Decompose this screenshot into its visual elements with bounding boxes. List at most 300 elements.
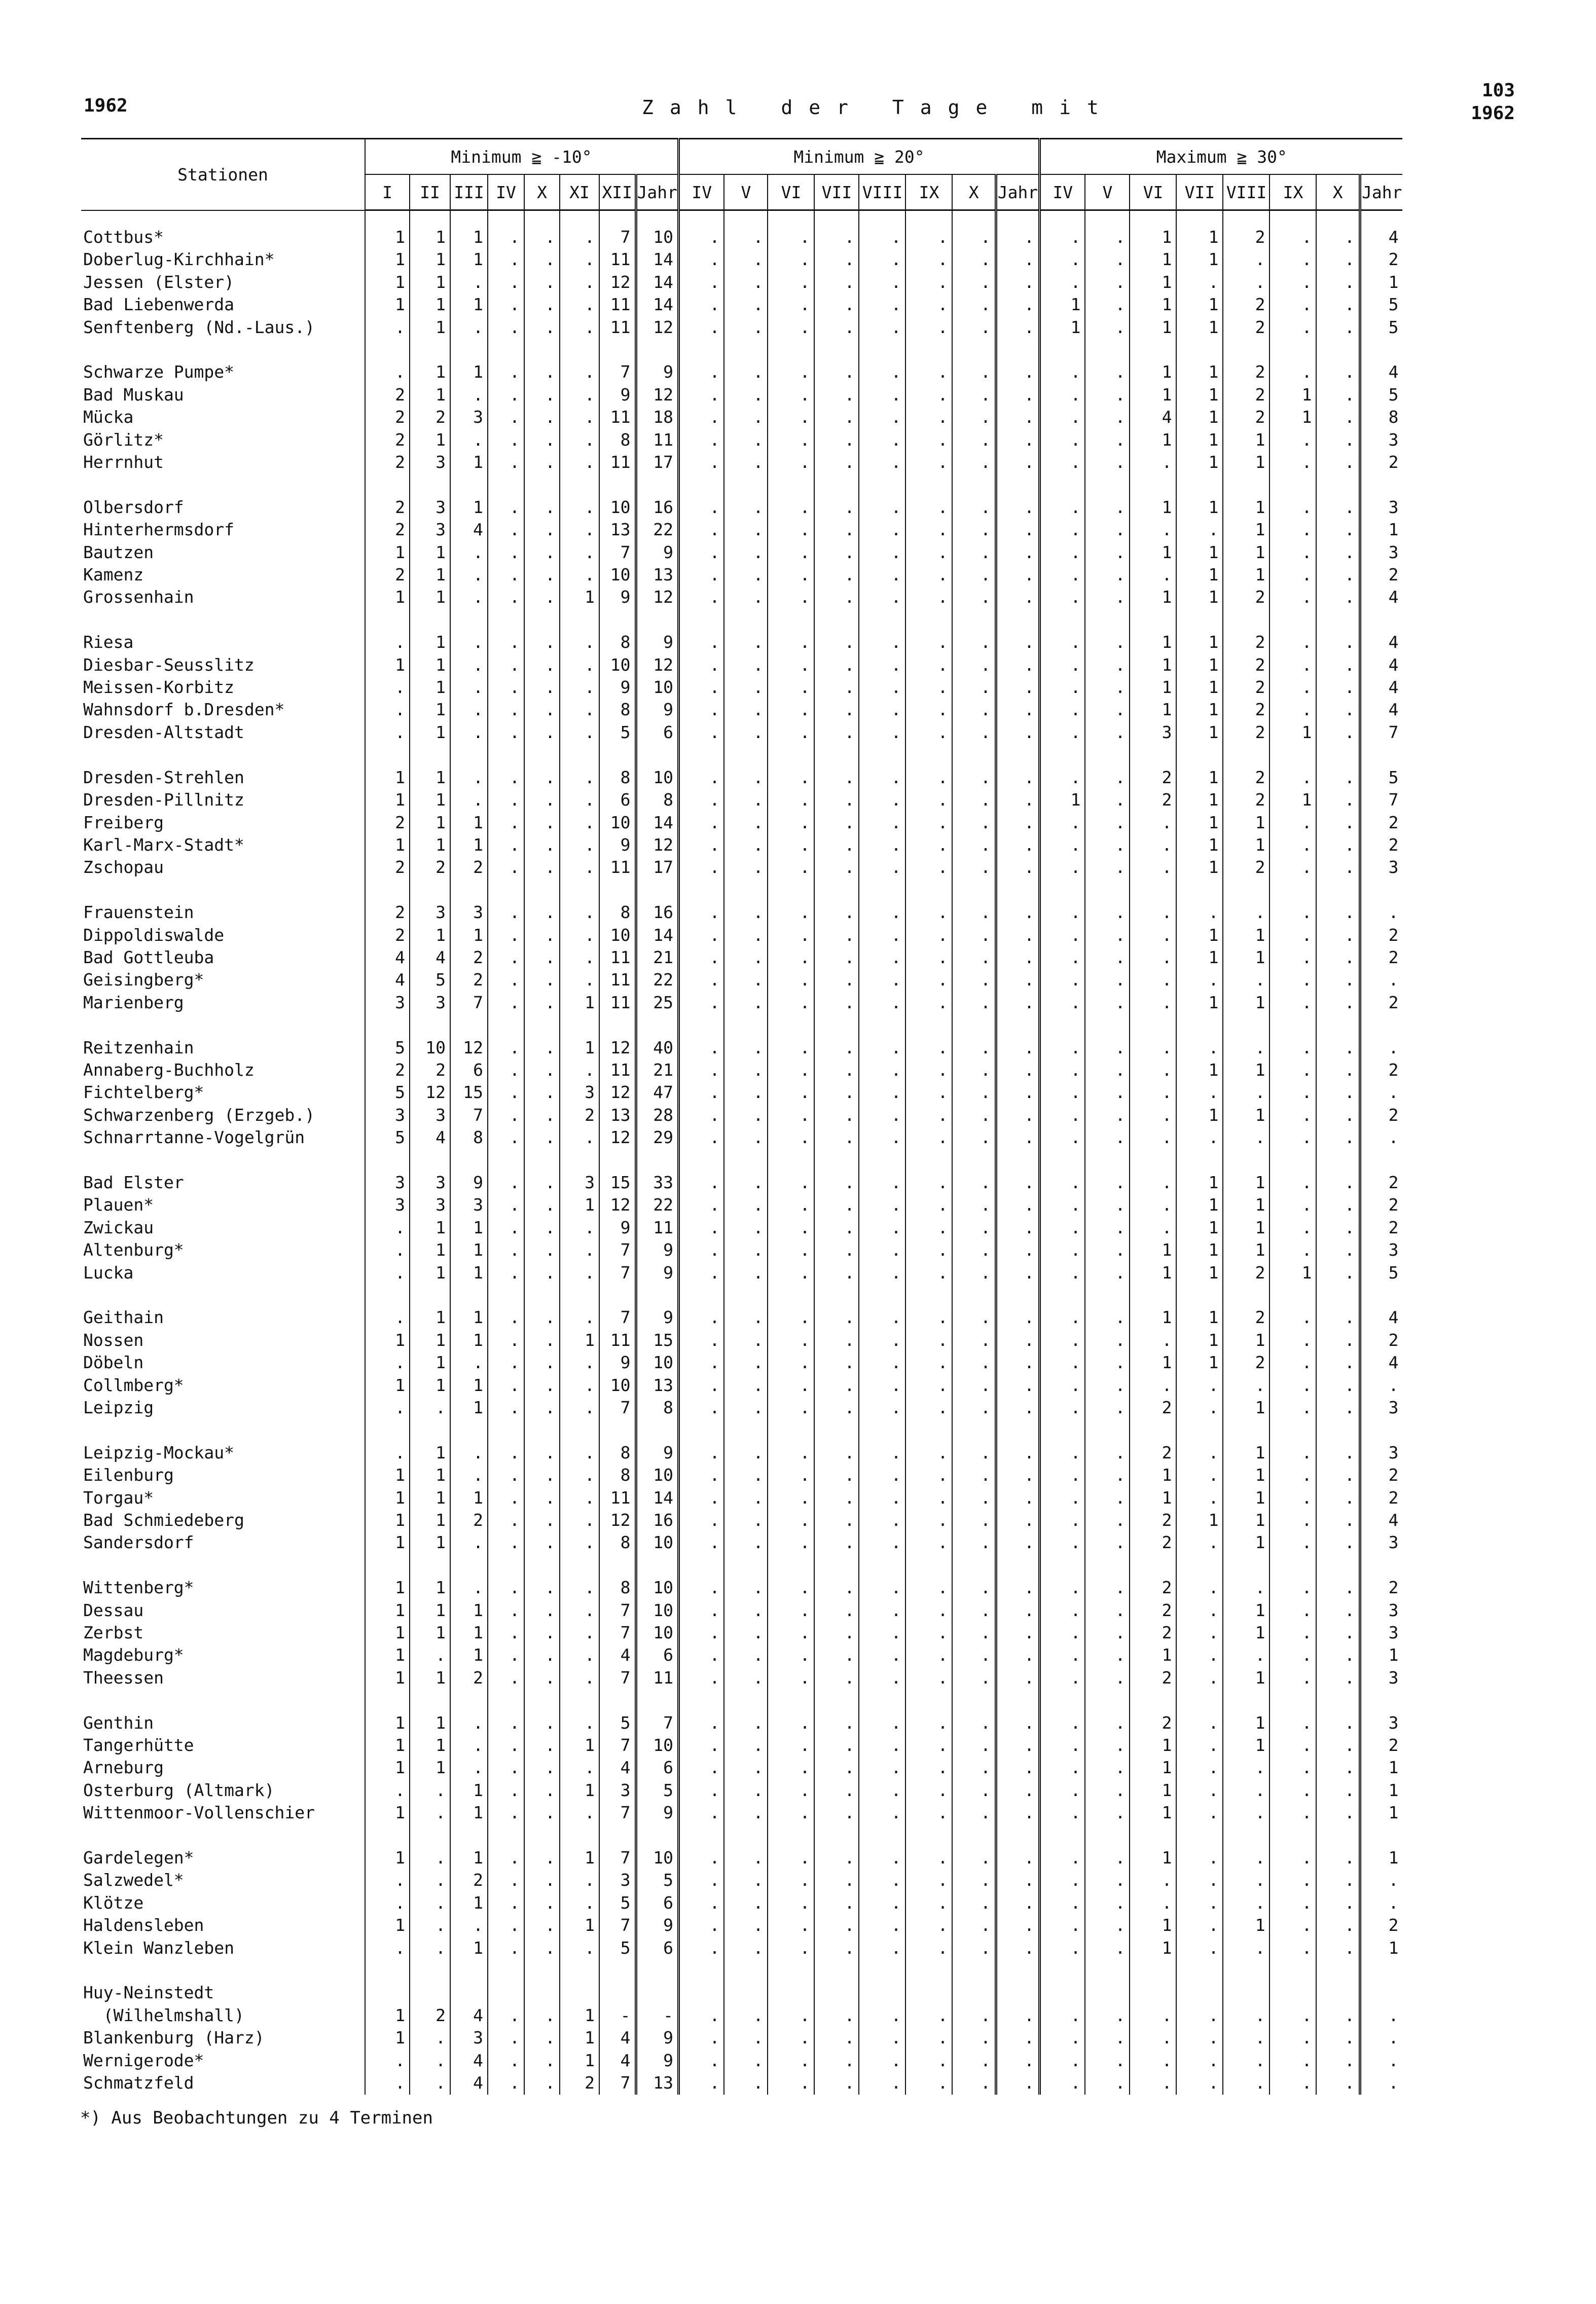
value-cell: 1 [1130,676,1176,699]
spacer-cell [1269,744,1316,766]
value-cell: . [678,429,724,451]
value-cell: . [524,496,560,519]
header-row-groups [81,139,1402,175]
spacer-cell [1130,1149,1176,1172]
value-cell: . [724,1239,768,1261]
value-cell: . [996,1262,1039,1284]
spacer-cell [996,744,1039,766]
value-cell: 2 [365,924,410,946]
value-cell: . [859,1306,905,1329]
value-cell: . [814,361,859,383]
value-cell: . [952,1374,996,1397]
value-cell: . [1176,901,1223,924]
value-cell: . [905,654,952,676]
value-cell: . [488,992,524,1014]
table-row [81,226,1402,248]
value-cell: 1 [410,834,450,856]
value-cell: . [859,834,905,856]
value-cell: 1 [410,1734,450,1757]
value-cell: . [1039,586,1085,608]
value-cell: . [768,1239,814,1261]
value-cell: . [1085,519,1130,541]
value-cell: 1 [1223,519,1269,541]
value-cell: . [365,1869,410,1891]
value-cell: 4 [1360,1306,1402,1329]
value-cell: . [1085,429,1130,451]
spacer-cell [1360,1959,1402,1982]
value-cell: . [996,946,1039,969]
value-cell: . [1223,1869,1269,1891]
value-cell: . [488,1914,524,1936]
value-cell: 8 [599,699,636,721]
value-cell: . [768,271,814,294]
month-header: XII [599,174,636,210]
value-cell: . [524,901,560,924]
value-cell: . [1176,1599,1223,1622]
station-name: Schwarzenberg (Erzgeb.) [83,1105,315,1125]
value-cell: . [859,1464,905,1486]
value-cell: . [905,1442,952,1464]
value-cell: 1 [365,1599,410,1622]
value-cell: . [488,631,524,653]
value-cell: . [488,316,524,339]
value-cell: . [905,2050,952,2072]
table-row [81,992,1402,1014]
spacer-cell [678,1554,724,1577]
value-cell: . [1039,1937,1085,1959]
value-cell: . [724,1847,768,1869]
value-cell: . [678,1217,724,1239]
group-spacer-row [81,1149,1402,1172]
value-cell: . [678,1644,724,1666]
spacer-cell [678,744,724,766]
value-cell: . [524,1306,560,1329]
value-cell: . [768,631,814,653]
value-cell: . [1085,1914,1130,1936]
value-cell: . [1316,1397,1360,1419]
value-cell: . [859,1734,905,1757]
value-cell: . [1316,451,1360,473]
value-cell: 1 [365,1464,410,1486]
value-cell: . [1269,1937,1316,1959]
table-row [81,2050,1402,2072]
value-cell: . [952,1667,996,1689]
value-cell: . [678,451,724,473]
value-cell: . [560,429,599,451]
spacer-cell [488,1959,524,1982]
value-cell: 7 [599,1802,636,1824]
spacer-cell [81,1689,365,1711]
value-cell: . [450,676,488,699]
spacer-cell [488,1689,524,1711]
month-header: Jahr [636,174,678,210]
value-cell: 3 [450,1194,488,1216]
value-cell: . [1130,1374,1176,1397]
value-cell: . [1085,1351,1130,1374]
value-cell [859,1982,905,2004]
value-cell [599,1982,636,2004]
spacer-cell [952,210,996,227]
value-cell: 4 [1360,631,1402,653]
value-cell: . [952,586,996,608]
value-cell: 12 [636,586,678,608]
value-cell: 1 [1176,1329,1223,1351]
value-cell: . [905,406,952,428]
value-cell: . [952,1869,996,1891]
value-cell: . [1130,451,1176,473]
value-cell: . [524,1239,560,1261]
spacer-cell [1039,1824,1085,1847]
value-cell: . [678,1937,724,1959]
value-cell: . [488,429,524,451]
value-cell: . [488,2004,524,2027]
value-cell: . [560,271,599,294]
value-cell: 16 [636,496,678,519]
value-cell: . [768,1059,814,1081]
value-cell: . [996,271,1039,294]
value-cell: . [905,361,952,383]
value-cell: 6 [450,1059,488,1081]
value-cell: 10 [636,1464,678,1486]
spacer-cell [410,1689,450,1711]
value-cell: . [952,946,996,969]
value-cell: . [814,992,859,1014]
table-row [81,519,1402,541]
spacer-cell [488,1554,524,1577]
value-cell [952,1982,996,2004]
value-cell: . [768,1397,814,1419]
spacer-cell [905,1149,952,1172]
value-cell: . [814,1081,859,1104]
spacer-cell [905,1959,952,1982]
value-cell: . [768,1937,814,1959]
value-cell: . [560,1577,599,1599]
value-cell: . [859,789,905,811]
value-cell: . [814,1217,859,1239]
table-row [81,1757,1402,1779]
value-cell: . [1085,1442,1130,1464]
value-cell: 2 [365,901,410,924]
value-cell: 13 [599,519,636,541]
value-cell: . [1316,1487,1360,1509]
spacer-cell [81,1959,365,1982]
value-cell: . [560,1126,599,1149]
value-cell: . [1316,1599,1360,1622]
spacer-cell [560,1419,599,1441]
spacer-cell [1176,1824,1223,1847]
value-cell: . [365,721,410,744]
value-cell: . [905,699,952,721]
value-cell: . [560,1442,599,1464]
value-cell: 2 [410,1059,450,1081]
spacer-cell [560,1959,599,1982]
value-cell: 1 [1223,1217,1269,1239]
month-header: II [410,174,450,210]
table-row [81,1667,1402,1689]
value-cell: . [768,676,814,699]
value-cell: . [952,384,996,406]
value-cell: . [1269,1037,1316,1059]
value-cell: . [814,1802,859,1824]
value-cell: . [1316,789,1360,811]
value-cell: 1 [365,1577,410,1599]
value-cell: . [724,766,768,789]
spacer-cell [678,1689,724,1711]
spacer-cell [1316,1419,1360,1441]
value-cell: . [488,1104,524,1126]
station-name: Schnarrtanne-Vogelgrün [83,1127,305,1148]
value-cell: . [996,1306,1039,1329]
value-cell: . [560,1644,599,1666]
value-cell: . [678,1712,724,1734]
group-header-max-30: Maximum ≧ 30° [1039,139,1402,175]
value-cell: . [996,2050,1039,2072]
value-cell: . [952,1757,996,1779]
value-cell: . [1360,1126,1402,1149]
month-header: IV [488,174,524,210]
value-cell [560,1982,599,2004]
value-cell: . [814,856,859,879]
station-name: Dresden-Strehlen [83,767,244,787]
value-cell: . [724,1712,768,1734]
value-cell: . [678,654,724,676]
spacer-cell [450,1419,488,1441]
value-cell: . [1085,1059,1130,1081]
value-cell: . [859,1172,905,1194]
value-cell: . [814,1464,859,1486]
value-cell: . [814,1374,859,1397]
value-cell: . [859,429,905,451]
value-cell: . [905,924,952,946]
spacer-cell [365,1959,410,1982]
value-cell: 1 [450,1329,488,1351]
value-cell: 18 [636,406,678,428]
value-cell: . [768,812,814,834]
value-cell: 1 [410,316,450,339]
table-row [81,361,1402,383]
value-cell: 1 [560,992,599,1014]
value-cell: . [1039,1892,1085,1914]
value-cell: 1 [1223,541,1269,564]
value-cell: . [905,1194,952,1216]
value-cell: . [905,631,952,653]
spacer-cell [768,1959,814,1982]
value-cell: . [814,1599,859,1622]
value-cell: . [488,519,524,541]
value-cell: . [1316,1262,1360,1284]
value-cell: 1 [560,1734,599,1757]
value-cell: . [678,316,724,339]
value-cell: . [1039,2027,1085,2049]
value-cell: . [1269,992,1316,1014]
value-cell: 1 [450,361,488,383]
value-cell: . [952,1059,996,1081]
table-row [81,1577,1402,1599]
value-cell: 1 [1176,789,1223,811]
value-cell: . [1085,1329,1130,1351]
value-cell: . [1039,271,1085,294]
value-cell: . [1316,1892,1360,1914]
value-cell: . [905,1847,952,1869]
value-cell: 8 [599,766,636,789]
value-cell: . [768,1802,814,1824]
value-cell: . [814,1351,859,1374]
value-cell: . [488,1351,524,1374]
value-cell: 1 [410,541,450,564]
value-cell: . [768,834,814,856]
value-cell: 7 [636,1712,678,1734]
table-row [81,451,1402,473]
spacer-cell [1223,1284,1269,1306]
value-cell: . [859,676,905,699]
value-cell: . [410,1892,450,1914]
value-cell: 1 [365,1374,410,1397]
value-cell: . [724,901,768,924]
spacer-cell [1130,1824,1176,1847]
value-cell: . [859,654,905,676]
value-cell: . [1316,1037,1360,1059]
value-cell: 1 [1176,721,1223,744]
value-cell: . [724,294,768,316]
spacer-cell [1269,210,1316,227]
value-cell: . [724,1667,768,1689]
value-cell: . [724,1734,768,1757]
value-cell: 7 [599,1599,636,1622]
value-cell: . [814,2004,859,2027]
value-cell: 1 [410,721,450,744]
value-cell: . [1269,812,1316,834]
value-cell: . [524,1351,560,1374]
value-cell: . [1176,1397,1223,1419]
spacer-cell [859,1149,905,1172]
value-cell: . [768,1779,814,1802]
value-cell: 4 [365,969,410,991]
station-name: Riesa [83,632,134,652]
value-cell: . [768,789,814,811]
value-cell: . [488,1037,524,1059]
value-cell: 1 [410,924,450,946]
value-cell: . [724,969,768,991]
value-cell: . [450,429,488,451]
value-cell: . [560,361,599,383]
table-row [81,1937,1402,1959]
value-cell: . [814,226,859,248]
value-cell: . [1360,1037,1402,1059]
spacer-cell [599,1284,636,1306]
value-cell: 2 [1223,294,1269,316]
spacer-cell [560,879,599,901]
value-cell: . [905,901,952,924]
value-cell: . [1269,1081,1316,1104]
value-cell: . [365,699,410,721]
spacer-cell [560,1824,599,1847]
value-cell: 1 [410,1487,450,1509]
table-row [81,1892,1402,1914]
value-cell: . [952,1172,996,1194]
value-cell: 29 [636,1126,678,1149]
group-spacer-row [81,609,1402,631]
value-cell: . [560,226,599,248]
table-row [81,429,1402,451]
value-cell: . [678,564,724,586]
value-cell: 2 [365,856,410,879]
month-header: IX [1269,174,1316,210]
value-cell: . [560,1059,599,1081]
table-row [81,1351,1402,1374]
value-cell: . [1316,631,1360,653]
value-cell: 4 [450,519,488,541]
table-row [81,1779,1402,1802]
value-cell: . [996,1712,1039,1734]
value-cell: . [1085,946,1130,969]
value-cell: 5 [1360,384,1402,406]
value-cell: 11 [636,429,678,451]
value-cell: . [410,2050,450,2072]
spacer-cell [905,744,952,766]
value-cell: . [905,1306,952,1329]
spacer-cell [1176,339,1223,361]
value-cell: . [1360,1892,1402,1914]
value-cell: . [1130,1194,1176,1216]
value-cell: 12 [599,1509,636,1531]
spacer-cell [814,1149,859,1172]
value-cell: . [814,294,859,316]
value-cell: . [952,451,996,473]
value-cell: . [524,271,560,294]
value-cell: . [724,1262,768,1284]
value-cell: . [768,1531,814,1554]
spacer-cell [524,339,560,361]
value-cell: . [365,631,410,653]
value-cell: . [859,1779,905,1802]
value-cell: . [768,1599,814,1622]
value-cell: . [814,248,859,271]
value-cell: 5 [599,1712,636,1734]
value-cell: . [1269,676,1316,699]
value-cell: . [365,1351,410,1374]
spacer-cell [905,609,952,631]
value-cell: . [768,1351,814,1374]
value-cell: . [905,1577,952,1599]
value-cell: 1 [410,1442,450,1464]
value-cell: . [768,1622,814,1644]
value-cell: 1 [450,1374,488,1397]
value-cell: . [1176,1712,1223,1734]
value-cell: . [488,924,524,946]
spacer-cell [1130,473,1176,496]
value-cell: 2 [560,2072,599,2094]
value-cell: 10 [636,1351,678,1374]
spacer-cell [560,744,599,766]
value-cell: 13 [599,1104,636,1126]
value-cell: 3 [410,519,450,541]
value-cell: . [524,406,560,428]
value-cell: 9 [599,586,636,608]
value-cell: . [410,1847,450,1869]
value-cell: 5 [365,1081,410,1104]
value-cell: . [952,564,996,586]
value-cell: . [724,2072,768,2094]
value-cell: . [768,541,814,564]
value-cell: . [488,2072,524,2094]
spacer-cell [1176,473,1223,496]
spacer-cell [524,1014,560,1036]
value-cell: . [905,1622,952,1644]
station-name: Osterburg (Altmark) [83,1780,275,1800]
value-cell: 1 [365,1734,410,1757]
value-cell: 1 [1130,496,1176,519]
value-cell: . [524,1081,560,1104]
